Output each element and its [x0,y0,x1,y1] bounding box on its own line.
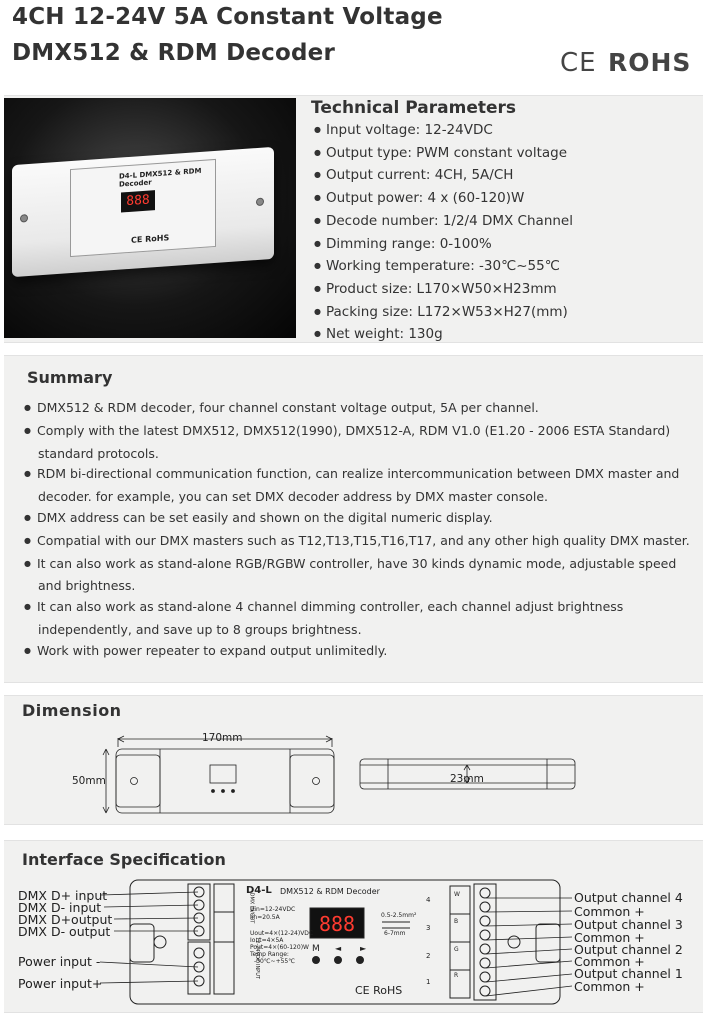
dimension-title: Dimension [22,701,122,720]
summary-item: ● It can also work as stand-alone 4 channel dimming controller, each channel adjust brightness independently, and save up to 8 groups brightness. [24,597,694,641]
param-item: ● Input voltage: 12-24VDC [314,120,573,143]
product-model-label: D4-L DMX512 & RDM Decoder [119,166,202,189]
param-item: ● Dimming range: 0-100% [314,234,573,257]
summary-item: ● Comply with the latest DMX512, DMX512(1990), DMX512-A, RDM V1.0 (E1.20 - 2006 ESTA Standard) standard protocols. [24,421,694,465]
dimension-height: 23mm [450,773,484,785]
label-output-channel-4: Output channel 4 [574,890,683,905]
product-display: 888 [121,190,155,212]
button-m-label: M [312,944,320,954]
button-right-label: ► [360,944,367,953]
label-output-channel-2: Output channel 2 [574,942,683,957]
summary-item: ● DMX512 & RDM decoder, four channel constant voltage output, 5A per channel. [24,398,694,421]
interface-model-desc: DMX512 & RDM Decoder [280,887,380,896]
label-dmx-dplus-output: DMX D+output [18,912,113,927]
summary-item: ● Compatial with our DMX masters such as T12,T13,T15,T16,T17, and any other high quality DMX master. [24,531,694,554]
param-item: ● Decode number: 1/2/4 DMX Channel [314,211,573,234]
ce-mark: CE [560,48,597,78]
label-common-4: Common + [574,904,645,919]
power-input-text: 12-24VDC INPUT [253,937,260,979]
button-left-label: ◄ [335,944,342,953]
spec-pout: Pout=4×(60-120)W [250,944,309,951]
label-dmx-dminus-output: DMX D- output [18,924,111,939]
label-output-channel-1: Output channel 1 [574,966,683,981]
dimension-width: 50mm [72,775,106,787]
interface-model: D4-L [246,885,272,896]
page-title-line1: 4CH 12-24V 5A Constant Voltage [12,4,443,30]
channel-g-letter: G [454,946,459,953]
technical-parameters-title: Technical Parameters [311,98,517,118]
label-common-2: Common + [574,954,645,969]
spec-iin: Iin=20.5A [250,914,280,921]
summary-item: ● Work with power repeater to expand output unlimitedly. [24,641,694,664]
spec-temp-label: Temp Range: [250,951,289,958]
interface-title: Interface Specification [22,850,226,869]
technical-parameters-list [314,120,573,347]
label-dmx-dminus-input: DMX D- input [18,900,102,915]
param-item: ● Packing size: L172×W53×H27(mm) [314,302,573,325]
summary-item: ● RDM bi-directional communication function, can realize intercommunication between DMX master and decoder. for example, you can set DMX decoder address by DMX master console. [24,464,694,508]
summary-title: Summary [27,368,113,387]
label-power-input-minus: Power input - [18,954,101,969]
wire-strip-size: 0.5-2.5mm² [381,912,417,919]
page-title-line2: DMX512 & RDM Decoder [12,40,336,66]
wire-strip-length: 6-7mm [384,930,406,937]
product-panel [70,159,216,257]
summary-item: ● DMX address can be set easily and shown on the digital numeric display. [24,508,694,531]
product-ce-rohs: CE RoHS [131,233,170,245]
product-photo [4,98,296,338]
dimension-drawing [70,725,630,825]
summary-list [24,398,694,664]
label-dmx-dplus-input: DMX D+ input [18,888,108,903]
channel-4-number: 4 [426,896,431,904]
label-common-1: Common + [574,979,645,994]
screw-right [256,198,264,207]
param-item: ● Net weight: 130g [314,324,573,347]
interface-display: 888 [318,912,356,936]
spec-iout: Iout=4×5A [250,937,284,944]
spec-temp-value: -30℃~+55℃ [254,958,295,965]
spec-uout: Uout=4×(12-24)VDC [250,930,314,937]
label-power-input-plus: Power input+ [18,976,103,991]
dimension-length: 170mm [202,732,243,744]
param-item: ● Output current: 4CH, 5A/CH [314,165,573,188]
channel-3-number: 3 [426,924,431,932]
screw-left [20,214,28,223]
param-item: ● Working temperature: -30℃~55℃ [314,256,573,279]
param-item: ● Output type: PWM constant voltage [314,143,573,166]
param-item: ● Output power: 4 x (60-120)W [314,188,573,211]
channel-w-letter: W [454,891,460,898]
channel-1-number: 1 [426,978,431,986]
label-output-channel-3: Output channel 3 [574,917,683,932]
spec-uin: Uin=12-24VDC [250,906,296,913]
product-body [12,147,274,277]
param-item: ● Product size: L170×W50×H23mm [314,279,573,302]
interface-ce-rohs: CE RoHS [355,984,403,997]
rohs-mark: ROHS [608,48,692,77]
channel-2-number: 2 [426,952,431,960]
channel-r-letter: R [454,972,459,979]
summary-item: ● It can also work as stand-alone RGB/RGBW controller, have 30 kinds dynamic mode, adjustable speed and brightness. [24,554,694,598]
dmx-inout-text: DMX IN/OUT [248,892,255,924]
channel-b-letter: B [454,918,459,925]
label-common-3: Common + [574,930,645,945]
